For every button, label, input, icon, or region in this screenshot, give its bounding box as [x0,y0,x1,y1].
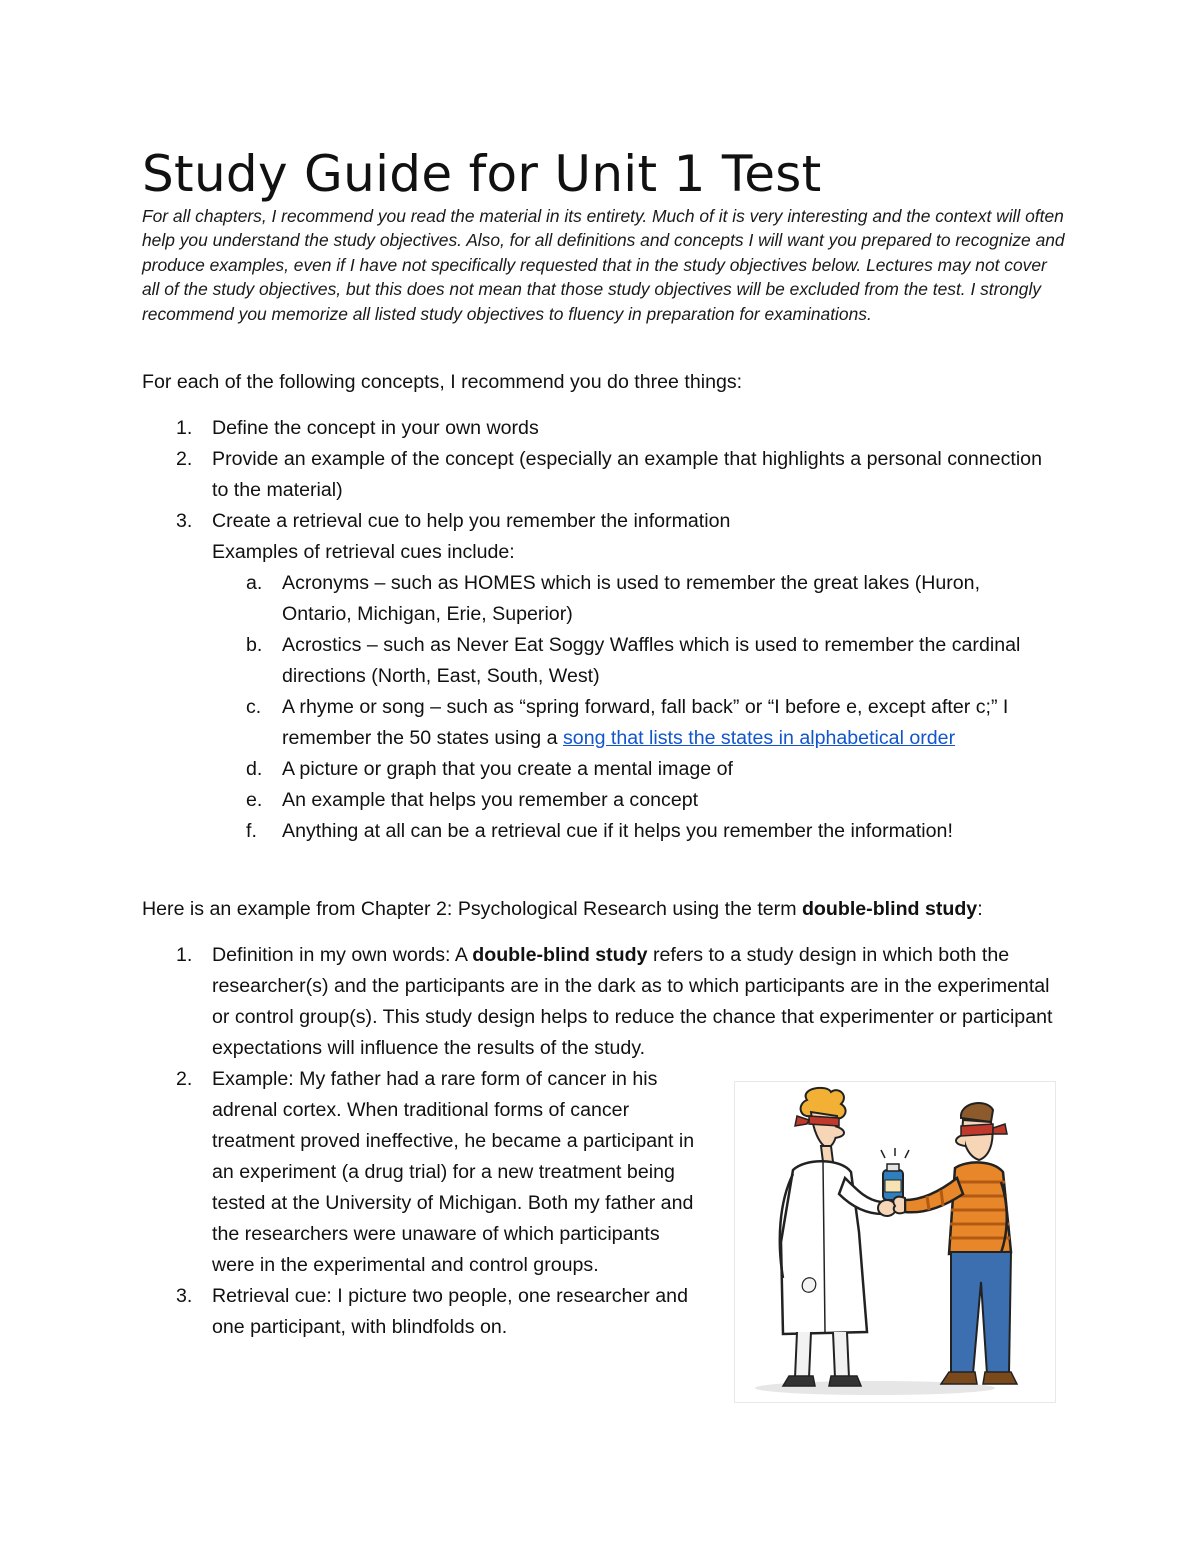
example-text: Example: My father had a rare form of cancer in his adrenal cortex. When traditional forms of cancer treatment proved ineffective, he became a participant in an experiment (a drug trial) for a new treatment being tested at the University of Michigan. Both my father and the researchers were unaware of which participants were in the experimental and control groups. [212,1068,695,1276]
step-item [176,444,1052,506]
cue-item [212,568,1052,630]
cue-item [212,816,1052,847]
retrieval-cue-text: Retrieval cue: I picture two people, one researcher and one participant, with blindfolds on. [212,1285,688,1338]
step-number: 1. [176,417,193,439]
example-intro-colon: : [977,898,983,920]
cue-item [212,754,1052,785]
step-text: Provide an example of the concept (especially an example that highlights a personal connection to the material) [212,448,1042,501]
step-text: Define the concept in your own words [212,417,539,439]
cue-item [212,692,1052,754]
states-song-link[interactable]: song that lists the states in alphabetical order [563,727,956,749]
recommend-line: For each of the following concepts, I recommend you do three things: [142,371,743,393]
example-number: 1. [176,944,193,966]
example-item-retrieval-cue [176,1281,707,1343]
example-intro-text: Here is an example from Chapter 2: Psychological Research using the term [142,898,802,920]
concept-steps-list [176,413,1052,847]
example-number: 2. [176,1068,193,1090]
example-term: double-blind study [801,898,978,920]
cue-letter: f. [246,820,257,842]
step-text: Create a retrieval cue to help you remember the information [212,510,731,532]
example-item-definition [176,940,1062,1064]
step-item [176,413,1052,444]
step-number: 3. [176,510,193,532]
step-number: 2. [176,448,193,470]
intro-paragraph: For all chapters, I recommend you read the material in its entirety. Much of it is very interesting and the context will often help you understand the study objectives. Also, for all definitions and concepts I will want you prepared to recognize and produce examples, even if I have not specifically requested that in the study objectives below. Lectures may not cover all of the study objectives, but this does not mean that those study objectives will be excluded from the test. I strongly recommend you memorize all listed study objectives to fluency in preparation for examinations. [142,206,1065,324]
cartoon-drawing [735,1082,1055,1402]
cues-intro: Examples of retrieval cues include: [212,541,515,563]
cue-item [212,785,1052,816]
cue-text: A picture or graph that you create a mental image of [282,758,733,780]
cue-item [212,630,1052,692]
page-title: Study Guide for Unit 1 Test [142,145,822,203]
example-item-example [176,1064,707,1281]
cue-letter: c. [246,696,262,718]
example-intro [142,894,983,925]
definition-text: refers to a study design in which both the researcher(s) and the participants are in the dark as to which participants are in the experimental or control group(s). This study design helps to reduce the chance that experimenter or participant expectations will influence the results of the study. [212,944,1053,1059]
cue-letter: a. [246,572,263,594]
blindfold-cartoon-illustration [735,1082,1055,1402]
cue-letter: e. [246,789,263,811]
cue-letter: b. [246,634,263,656]
cue-text: A rhyme or song – such as “spring forward, fall back” or “I before e, except after c;” I remember the 50 states using a [282,696,1009,749]
cue-text: Acronyms – such as HOMES which is used to remember the great lakes (Huron, Ontario, Michigan, Erie, Superior) [282,572,981,625]
retrieval-cues-list [212,568,1052,847]
example-number: 3. [176,1285,193,1307]
definition-term: double-blind study [472,944,648,966]
cue-text: An example that helps you remember a concept [282,789,699,811]
step-item [176,506,1052,847]
cue-letter: d. [246,758,263,780]
cue-text: Anything at all can be a retrieval cue if it helps you remember the information! [282,820,953,842]
definition-lead: Definition in my own words: A [212,944,473,966]
cue-text: Acrostics – such as Never Eat Soggy Waffles which is used to remember the cardinal directions (North, East, South, West) [282,634,1021,687]
